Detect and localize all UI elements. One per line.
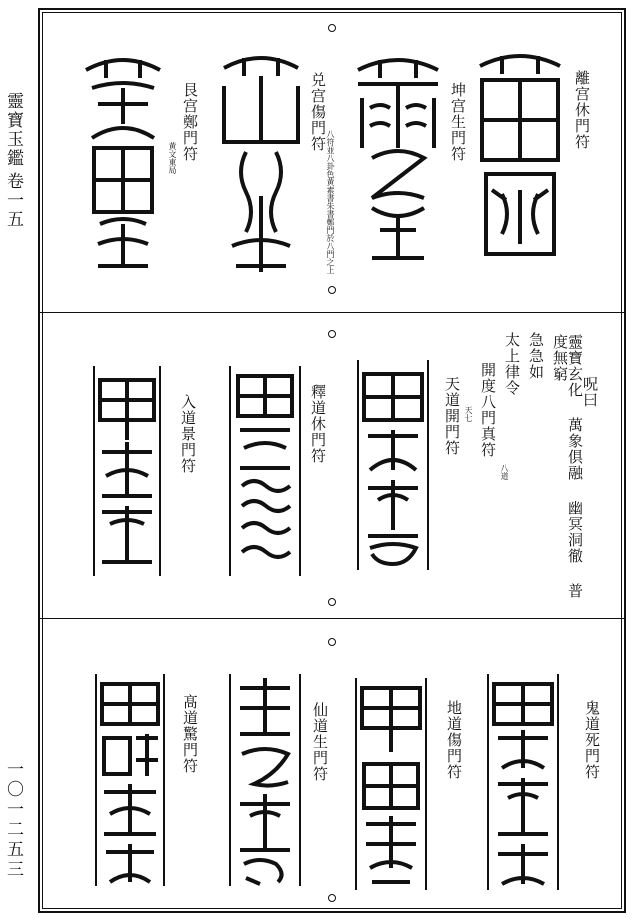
talisman-caption: 坤宫生門符 [449, 82, 467, 162]
invocation-line: 急急如 [527, 332, 545, 380]
talisman-glyph [472, 44, 568, 264]
talisman-glyph [84, 356, 170, 586]
binding-circle [328, 638, 336, 646]
binding-circle [328, 330, 336, 338]
talisman-note: 天七 [464, 406, 473, 422]
invocation-line: 太上律令 [503, 332, 521, 396]
panel-top [40, 10, 624, 310]
talisman-glyph [220, 664, 310, 896]
invocation-heading: 呪曰 [581, 376, 599, 408]
talisman-note: 八符並八卦色黄素書朱書鄭門於八門之上 [326, 130, 335, 274]
talisman-glyph [220, 356, 310, 586]
talisman-caption: 兑宫傷門符 [309, 72, 327, 152]
panel-middle [40, 314, 624, 614]
talisman-glyph [348, 350, 438, 580]
page-number: 一〇一二五三 [3, 760, 23, 880]
talisman-glyph [216, 46, 306, 278]
talisman-glyph [86, 664, 174, 896]
binding-circle [328, 894, 336, 902]
talisman-glyph [478, 664, 568, 900]
talisman-caption: 離宫休門符 [573, 70, 591, 150]
binding-circle [328, 598, 336, 606]
talisman-glyph [78, 48, 168, 278]
talisman-note: 黄文東局 [168, 142, 177, 174]
book-title: 靈寶玉鑑 [3, 92, 23, 168]
panel-divider [40, 618, 624, 619]
binding-circle [328, 24, 336, 32]
talisman-caption: 髙道驚門符 [181, 694, 199, 774]
talisman-caption: 天道開門符 [443, 376, 461, 456]
binding-circle [328, 286, 336, 294]
talisman-note: 八道 [500, 464, 509, 480]
talisman-glyph [350, 48, 446, 270]
panel-divider [40, 312, 624, 313]
talisman-caption: 地道傷門符 [445, 700, 463, 780]
talisman-caption: 艮宫鄭門符 [181, 82, 199, 162]
talisman-caption: 鬼道死門符 [583, 700, 601, 780]
talisman-caption: 開度八門真符 [479, 362, 497, 458]
panel-bottom [40, 620, 624, 914]
page-frame [38, 8, 626, 913]
talisman-caption: 入道景門符 [179, 394, 197, 474]
talisman-glyph [346, 668, 436, 900]
invocation-line: 靈寶玄化 萬象俱融 幽冥洞徹 普度無窮 [551, 334, 584, 599]
talisman-caption: 仙道生門符 [311, 702, 329, 782]
volume-label: 卷一五 [3, 172, 23, 229]
talisman-caption: 釋道休門符 [309, 384, 327, 464]
